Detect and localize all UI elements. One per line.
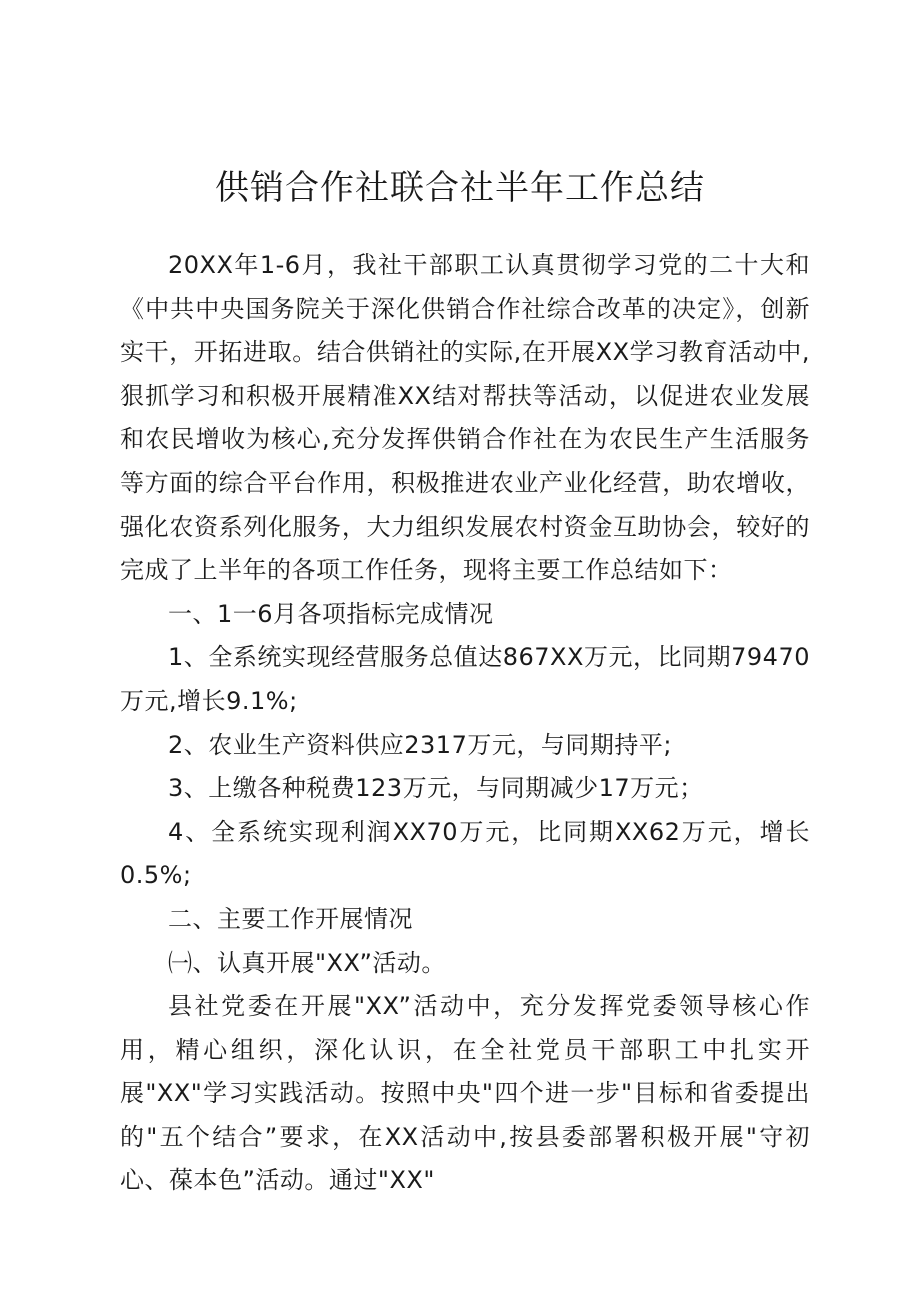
indicator-item-2: 2、农业生产资料供应2317万元，与同期持平; (168, 730, 672, 759)
subsection-heading-1: ㈠、认真开展"XX”活动。 (168, 948, 446, 977)
document-body (120, 244, 810, 1203)
indicator-item-1: 1、全系统实现经营服务总值达867XX万元，比同期79470万元,增长9.1%; (120, 643, 810, 715)
section-heading-work: 二、主要工作开展情况 (168, 904, 413, 933)
intro-paragraph: 20XX年1-6月，我社干部职工认真贯彻学习党的二十大和《中共中央国务院关于深化供销合作社综合改革的决定》，创新实干，开拓进取。结合供销社的实际,在开展XX学习教育活动中,狠抓学习和积极开展精准XX结对帮扶等活动，以促进农业发展和农民增收为核心,充分发挥供销合作社在为农民生产生活服务等方面的综合平台作用，积极推进农业产业化经营，助农增收，强化农资系列化服务，大力组织发展农村资金互助协会，较好的完成了上半年的各项工作任务，现将主要工作总结如下： (120, 251, 810, 585)
document-title: 供销合作社联合社半年工作总结 (215, 168, 705, 208)
indicator-item-4: 4、全系统实现利润XX70万元，比同期XX62万元，增长0.5%; (120, 817, 810, 890)
indicator-item-3: 3、上缴各种税费123万元，与同期减少17万元； (168, 774, 704, 803)
section-heading-indicators: 一、1一6月各项指标完成情况 (168, 599, 494, 628)
activity-paragraph: 县社党委在开展"XX”活动中，充分发挥党委领导核心作用，精心组织，深化认识，在全社党员干部职工中扎实开展"XX"学习实践活动。按照中央"四个进一步"目标和省委提出的"五个结合”要求，在XX活动中,按县委部署积极开展"守初心、葆本色”活动。通过"XX" (120, 992, 810, 1195)
